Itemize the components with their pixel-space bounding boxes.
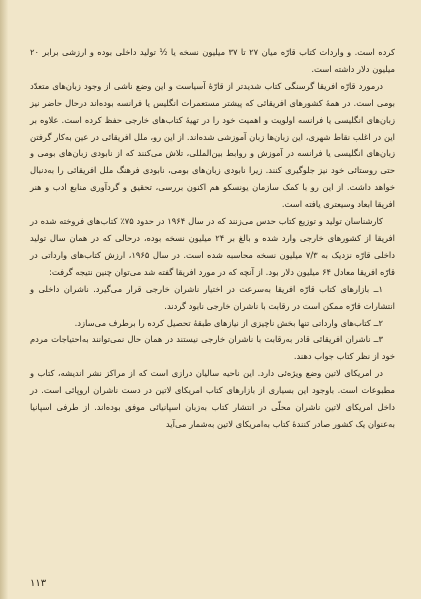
list-item: ۲ــ کتاب‌های وارداتی تنها بخش ناچیزی از نیازهای طبقهٔ تحصیل کرده را برطرف می‌سازد.: [74, 317, 383, 328]
paragraph: در امریکای لاتین وضع ویژه‌ئی دارد. این ناحیه سالیان درازی است که از مراکز نشر اندیشه، کتاب و مطبوعات است. باوجود این بسیاری از بازارهای کتاب امریکای لاتین در دست ناشران اروپائی است. در داخل امریکای لاتین ناشران محلّی در انتشار کتاب به‌زبان اسپانیائی موفق بوده‌اند. از طرفی اسپانیا به‌عنوان یک کشور صادر کنندهٔ کتاب به‌امریکای لاتین به‌شمار می‌آید: [30, 368, 395, 429]
body-text: [30, 44, 395, 433]
paragraph: کرده است. و واردات کتاب قارّه میان ۲۷ تا ۳۷ میلیون نسخه یا ½ تولید داخلی بوده و ارزشی برابر ۲۰ میلیون دلار داشته است.: [30, 47, 395, 74]
page-edge-shadow: [0, 0, 8, 599]
page-number: ۱۱۳: [30, 578, 47, 589]
paragraph: کارشناسان تولید و توزیع کتاب حدس می‌زنند که در سال ۱۹۶۴ در حدود ۷۵٪ کتاب‌های فروخته شده در افریقا از کشورهای خارجی وارد شده و بالغ بر ۲۴ میلیون نسخه بوده، درحالی که در همان سال تولید داخلی قارّه نزدیک به ۷/۳ میلیون نسخه محاسبه شده است. در سال ۱۹۶۵، ارزش کتاب‌های وارداتی در قارّه افریقا معادل ۶۴ میلیون دلار بود. از آنچه که در مورد افریقا گفته شد می‌توان چنین نتیجه گرفت:: [30, 216, 395, 277]
list-item: ۳ــ ناشران افریقائی قادر به‌رقابت با ناشران خارجی نیستند در همان حال نمی‌توانند به‌احتیاجات مردم خود از نظر کتاب جواب دهند.: [30, 334, 395, 362]
list-item: ۱ــ بازارهای کتاب قارّه افریقا به‌سرعت در اختیار ناشران خارجی قرار می‌گیرد. ناشران داخلی و انتشارات قارّه ممکن است در رقابت با ناشران خارجی نابود گردند.: [30, 283, 395, 311]
paragraph: درمورد قارّه افریقا گرسنگی کتاب شدیدتر از قارّهٔ آسیاست و این وضع ناشی از وجود زبان‌های متعدّد بومی است. در همهٔ کشورهای افریقائی که پیشتر مستعمرات انگلیس یا فرانسه بوده‌اند درحال حاضر نیز زبان‌های انگلیسی یا فرانسه اولویت و اهمیت خود را در تهیهٔ کتاب‌های خارجی حفظ کرده است. علاوه بر این در اغلب نقاط شهری، این زبان‌ها زبان آموزشی شده‌اند. از این رو، ملل افریقائی در عین به‌کار گرفتن زبان‌های انگلیسی یا فرانسه در آموزش و روابط بین‌المللی، تلاش می‌کنند که از نابودی زبان‌های بومی و حتی روستائی خود نیز جلوگیری کنند. زیرا نابودی زبان‌های بومی، نابودی فرهنگ ملل افریقائی را به‌دنبال خواهد داشت. از این رو با کمک سازمان یونسکو هم اکنون بررسی، تحقیق و گردآوری منابع ادب و هنر افریقا ابعاد وسیعتری یافته است.: [30, 80, 395, 210]
